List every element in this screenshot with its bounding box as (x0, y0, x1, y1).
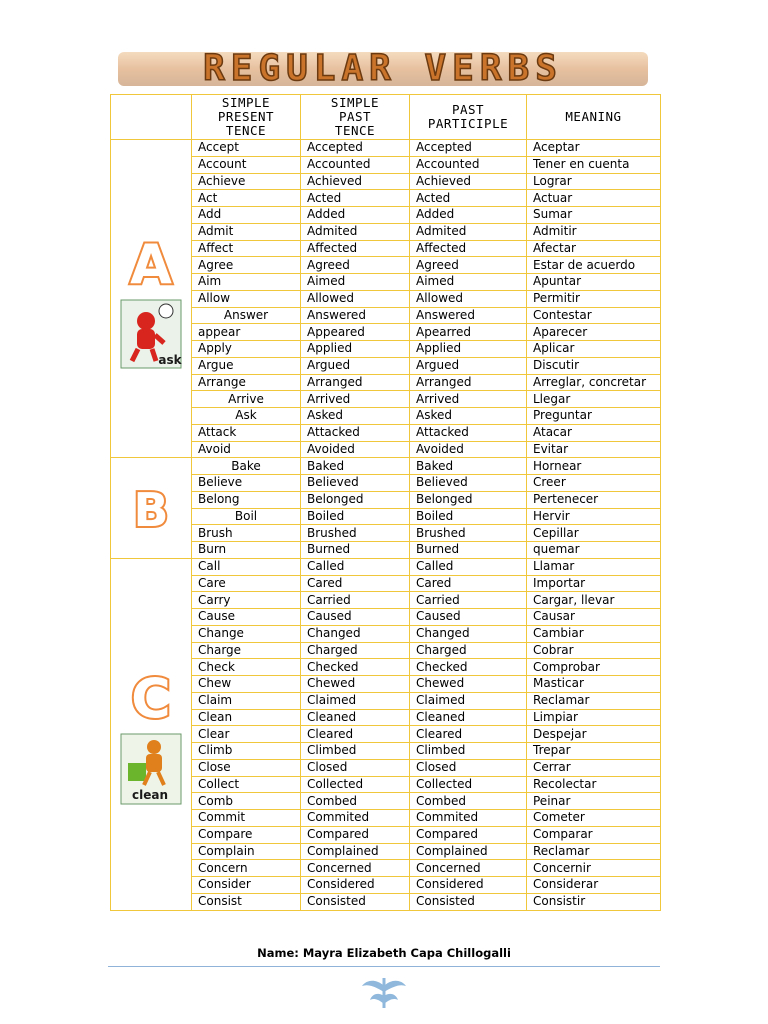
past-cell: Attacked (301, 424, 410, 441)
group-letter: A (130, 232, 172, 296)
present-cell: Collect (192, 776, 301, 793)
meaning-cell: Llamar (527, 558, 661, 575)
present-cell: Act (192, 190, 301, 207)
present-cell: Arrange (192, 374, 301, 391)
past-cell: Arranged (301, 374, 410, 391)
past-cell: Accepted (301, 140, 410, 157)
participle-cell: Cared (410, 575, 527, 592)
meaning-cell: Lograr (527, 173, 661, 190)
meaning-cell: Aplicar (527, 341, 661, 358)
participle-cell: Admited (410, 223, 527, 240)
present-cell: Aim (192, 274, 301, 291)
table-row (111, 625, 661, 642)
present-cell: Check (192, 659, 301, 676)
past-cell: Avoided (301, 441, 410, 458)
meaning-cell: Evitar (527, 441, 661, 458)
table-row (111, 893, 661, 910)
meaning-cell: Cobrar (527, 642, 661, 659)
participle-cell: Added (410, 207, 527, 224)
ask-clipart-icon (120, 299, 182, 369)
table-row (111, 843, 661, 860)
header-simple-past-line2: PAST (338, 109, 372, 124)
past-cell: Collected (301, 776, 410, 793)
present-cell: Change (192, 625, 301, 642)
present-cell: Avoid (192, 441, 301, 458)
meaning-cell: Admitir (527, 223, 661, 240)
participle-cell: Claimed (410, 692, 527, 709)
participle-cell: Baked (410, 458, 527, 475)
past-cell: Achieved (301, 173, 410, 190)
table-row (111, 759, 661, 776)
participle-cell: Answered (410, 307, 527, 324)
participle-cell: Asked (410, 408, 527, 425)
participle-cell: Chewed (410, 676, 527, 693)
past-cell: Closed (301, 759, 410, 776)
present-cell: Bake (192, 458, 301, 475)
meaning-cell: Reclamar (527, 843, 661, 860)
clipart-label: clean (131, 788, 169, 803)
meaning-cell: Apuntar (527, 274, 661, 291)
present-cell: Comb (192, 793, 301, 810)
past-cell: Charged (301, 642, 410, 659)
past-cell: Concerned (301, 860, 410, 877)
past-cell: Combed (301, 793, 410, 810)
table-row (111, 726, 661, 743)
meaning-cell: Afectar (527, 240, 661, 257)
past-cell: Acted (301, 190, 410, 207)
participle-cell: Affected (410, 240, 527, 257)
present-cell: Allow (192, 290, 301, 307)
meaning-cell: Masticar (527, 676, 661, 693)
letter-b-icon (121, 478, 181, 538)
present-cell: Compare (192, 826, 301, 843)
past-cell: Arrived (301, 391, 410, 408)
table-row (111, 458, 661, 475)
table-row (111, 341, 661, 358)
meaning-cell: Contestar (527, 307, 661, 324)
table-row (111, 860, 661, 877)
past-cell: Aimed (301, 274, 410, 291)
letter-cell-b (111, 458, 192, 559)
participle-cell: Accounted (410, 156, 527, 173)
table-row (111, 324, 661, 341)
participle-cell: Aimed (410, 274, 527, 291)
past-cell: Climbed (301, 743, 410, 760)
table-row (111, 776, 661, 793)
past-cell: Added (301, 207, 410, 224)
past-cell: Allowed (301, 290, 410, 307)
header-past-participle-line2: PARTICIPLE (427, 116, 509, 131)
meaning-cell: Creer (527, 475, 661, 492)
table-row (111, 475, 661, 492)
present-cell: appear (192, 324, 301, 341)
participle-cell: Brushed (410, 525, 527, 542)
participle-cell: Applied (410, 341, 527, 358)
meaning-cell: Peinar (527, 793, 661, 810)
meaning-cell: Estar de acuerdo (527, 257, 661, 274)
present-cell: Clear (192, 726, 301, 743)
table-row (111, 240, 661, 257)
table-row (111, 558, 661, 575)
present-cell: Consist (192, 893, 301, 910)
past-cell: Argued (301, 357, 410, 374)
meaning-cell: Discutir (527, 357, 661, 374)
meaning-cell: Trepar (527, 743, 661, 760)
past-cell: Caused (301, 609, 410, 626)
letter-c-icon (121, 663, 181, 733)
table-row (111, 140, 661, 157)
table-row (111, 391, 661, 408)
table-row (111, 508, 661, 525)
present-cell: Attack (192, 424, 301, 441)
table-row (111, 491, 661, 508)
present-cell: Complain (192, 843, 301, 860)
past-cell: Brushed (301, 525, 410, 542)
past-cell: Affected (301, 240, 410, 257)
table-row (111, 374, 661, 391)
present-cell: Climb (192, 743, 301, 760)
banner-logo (118, 46, 648, 92)
past-cell: Boiled (301, 508, 410, 525)
present-cell: Call (192, 558, 301, 575)
meaning-cell: Reclamar (527, 692, 661, 709)
table-row (111, 441, 661, 458)
meaning-cell: Cargar, llevar (527, 592, 661, 609)
banner-title (118, 46, 648, 92)
past-cell: Complained (301, 843, 410, 860)
table-row (111, 826, 661, 843)
participle-cell: Called (410, 558, 527, 575)
present-cell: Ask (192, 408, 301, 425)
table-row (111, 223, 661, 240)
present-cell: Argue (192, 357, 301, 374)
table-row (111, 659, 661, 676)
participle-cell: Acted (410, 190, 527, 207)
present-cell: Accept (192, 140, 301, 157)
past-cell: Chewed (301, 676, 410, 693)
participle-cell: Cleaned (410, 709, 527, 726)
participle-cell: Achieved (410, 173, 527, 190)
present-cell: Claim (192, 692, 301, 709)
footer-divider (108, 966, 660, 967)
participle-cell: Allowed (410, 290, 527, 307)
present-cell: Concern (192, 860, 301, 877)
participle-cell: Belonged (410, 491, 527, 508)
table-row (111, 592, 661, 609)
past-cell: Applied (301, 341, 410, 358)
participle-cell: Commited (410, 810, 527, 827)
meaning-cell: Recolectar (527, 776, 661, 793)
letter-cell-a (111, 140, 192, 458)
meaning-cell: Comparar (527, 826, 661, 843)
letter-cell-c (111, 558, 192, 910)
meaning-cell: Aceptar (527, 140, 661, 157)
table-row (111, 424, 661, 441)
present-cell: Burn (192, 542, 301, 559)
participle-cell: Arrived (410, 391, 527, 408)
table-row (111, 676, 661, 693)
table-row (111, 307, 661, 324)
header-row (111, 95, 661, 140)
participle-cell: Charged (410, 642, 527, 659)
meaning-cell: Sumar (527, 207, 661, 224)
past-cell: Checked (301, 659, 410, 676)
present-cell: Care (192, 575, 301, 592)
participle-cell: Apearred (410, 324, 527, 341)
table-row (111, 642, 661, 659)
table-row (111, 575, 661, 592)
header-meaning (527, 95, 661, 140)
present-cell: Consider (192, 877, 301, 894)
meaning-cell: Consistir (527, 893, 661, 910)
header-meaning-text: MEANING (565, 109, 622, 124)
participle-cell: Complained (410, 843, 527, 860)
meaning-cell: Atacar (527, 424, 661, 441)
meaning-cell: Comprobar (527, 659, 661, 676)
table-row (111, 609, 661, 626)
participle-cell: Checked (410, 659, 527, 676)
header-simple-past-line3: TENCE (334, 123, 376, 138)
table-row (111, 290, 661, 307)
meaning-cell: Tener en cuenta (527, 156, 661, 173)
meaning-cell: Arreglar, concretar (527, 374, 661, 391)
participle-cell: Carried (410, 592, 527, 609)
letter-a-icon (121, 229, 181, 299)
table-row (111, 877, 661, 894)
present-cell: Account (192, 156, 301, 173)
past-cell: Accounted (301, 156, 410, 173)
group-letter: C (131, 667, 171, 731)
table-row (111, 525, 661, 542)
present-cell: Arrive (192, 391, 301, 408)
table-row (111, 357, 661, 374)
participle-cell: Climbed (410, 743, 527, 760)
header-past-participle-line1: PAST (451, 102, 485, 117)
header-simple-present (192, 95, 301, 140)
verbs-body (111, 140, 661, 911)
present-cell: Add (192, 207, 301, 224)
past-cell: Changed (301, 625, 410, 642)
present-cell: Apply (192, 341, 301, 358)
meaning-cell: Aparecer (527, 324, 661, 341)
participle-cell: Attacked (410, 424, 527, 441)
participle-cell: Argued (410, 357, 527, 374)
participle-cell: Agreed (410, 257, 527, 274)
header-blank (111, 95, 192, 140)
past-cell: Burned (301, 542, 410, 559)
participle-cell: Compared (410, 826, 527, 843)
past-cell: Admited (301, 223, 410, 240)
past-cell: Appeared (301, 324, 410, 341)
participle-cell: Considered (410, 877, 527, 894)
past-cell: Cleaned (301, 709, 410, 726)
header-simple-past-line1: SIMPLE (330, 95, 380, 110)
meaning-cell: Llegar (527, 391, 661, 408)
past-cell: Called (301, 558, 410, 575)
meaning-cell: Actuar (527, 190, 661, 207)
past-cell: Cleared (301, 726, 410, 743)
present-cell: Cause (192, 609, 301, 626)
past-cell: Claimed (301, 692, 410, 709)
participle-cell: Boiled (410, 508, 527, 525)
table-row (111, 692, 661, 709)
participle-cell: Arranged (410, 374, 527, 391)
table-row (111, 743, 661, 760)
table-row (111, 709, 661, 726)
meaning-cell: Causar (527, 609, 661, 626)
present-cell: Commit (192, 810, 301, 827)
past-cell: Believed (301, 475, 410, 492)
table-row (111, 408, 661, 425)
meaning-cell: Cambiar (527, 625, 661, 642)
present-cell: Answer (192, 307, 301, 324)
table-row (111, 542, 661, 559)
participle-cell: Consisted (410, 893, 527, 910)
group-letter: B (133, 483, 169, 537)
past-cell: Consisted (301, 893, 410, 910)
past-cell: Considered (301, 877, 410, 894)
header-past-participle (410, 95, 527, 140)
clean-clipart-icon (120, 733, 182, 805)
participle-cell: Combed (410, 793, 527, 810)
table-row (111, 257, 661, 274)
present-cell: Achieve (192, 173, 301, 190)
table-row (111, 207, 661, 224)
table-row (111, 173, 661, 190)
table-row (111, 274, 661, 291)
past-cell: Agreed (301, 257, 410, 274)
present-cell: Carry (192, 592, 301, 609)
participle-cell: Closed (410, 759, 527, 776)
footer-name: Name: Mayra Elizabeth Capa Chillogalli (257, 946, 511, 960)
present-cell: Agree (192, 257, 301, 274)
present-cell: Brush (192, 525, 301, 542)
past-cell: Belonged (301, 491, 410, 508)
past-cell: Asked (301, 408, 410, 425)
header-simple-present-line3: TENCE (225, 123, 267, 138)
past-cell: Commited (301, 810, 410, 827)
meaning-cell: Hervir (527, 508, 661, 525)
past-cell: Carried (301, 592, 410, 609)
present-cell: Believe (192, 475, 301, 492)
table-row (111, 810, 661, 827)
present-cell: Clean (192, 709, 301, 726)
clipart-label: ask (158, 352, 182, 367)
participle-cell: Concerned (410, 860, 527, 877)
present-cell: Close (192, 759, 301, 776)
meaning-cell: Importar (527, 575, 661, 592)
meaning-cell: Cometer (527, 810, 661, 827)
meaning-cell: Limpiar (527, 709, 661, 726)
header-simple-present-line1: SIMPLE (221, 95, 271, 110)
present-cell: Admit (192, 223, 301, 240)
meaning-cell: Preguntar (527, 408, 661, 425)
participle-cell: Caused (410, 609, 527, 626)
table-row (111, 156, 661, 173)
present-cell: Boil (192, 508, 301, 525)
header-simple-past (301, 95, 410, 140)
present-cell: Chew (192, 676, 301, 693)
participle-cell: Burned (410, 542, 527, 559)
banner-text: REGULAR VERBS (203, 48, 563, 89)
verbs-table (110, 94, 661, 911)
meaning-cell: Cepillar (527, 525, 661, 542)
meaning-cell: quemar (527, 542, 661, 559)
participle-cell: Believed (410, 475, 527, 492)
meaning-cell: Hornear (527, 458, 661, 475)
header-simple-present-line2: PRESENT (217, 109, 275, 124)
present-cell: Belong (192, 491, 301, 508)
past-cell: Baked (301, 458, 410, 475)
meaning-cell: Pertenecer (527, 491, 661, 508)
participle-cell: Collected (410, 776, 527, 793)
table-row (111, 793, 661, 810)
participle-cell: Changed (410, 625, 527, 642)
participle-cell: Cleared (410, 726, 527, 743)
past-cell: Compared (301, 826, 410, 843)
meaning-cell: Cerrar (527, 759, 661, 776)
participle-cell: Accepted (410, 140, 527, 157)
present-cell: Affect (192, 240, 301, 257)
participle-cell: Avoided (410, 441, 527, 458)
past-cell: Answered (301, 307, 410, 324)
meaning-cell: Considerar (527, 877, 661, 894)
footer-ornament-icon (360, 976, 408, 1014)
table-row (111, 190, 661, 207)
meaning-cell: Concernir (527, 860, 661, 877)
past-cell: Cared (301, 575, 410, 592)
present-cell: Charge (192, 642, 301, 659)
meaning-cell: Despejar (527, 726, 661, 743)
meaning-cell: Permitir (527, 290, 661, 307)
